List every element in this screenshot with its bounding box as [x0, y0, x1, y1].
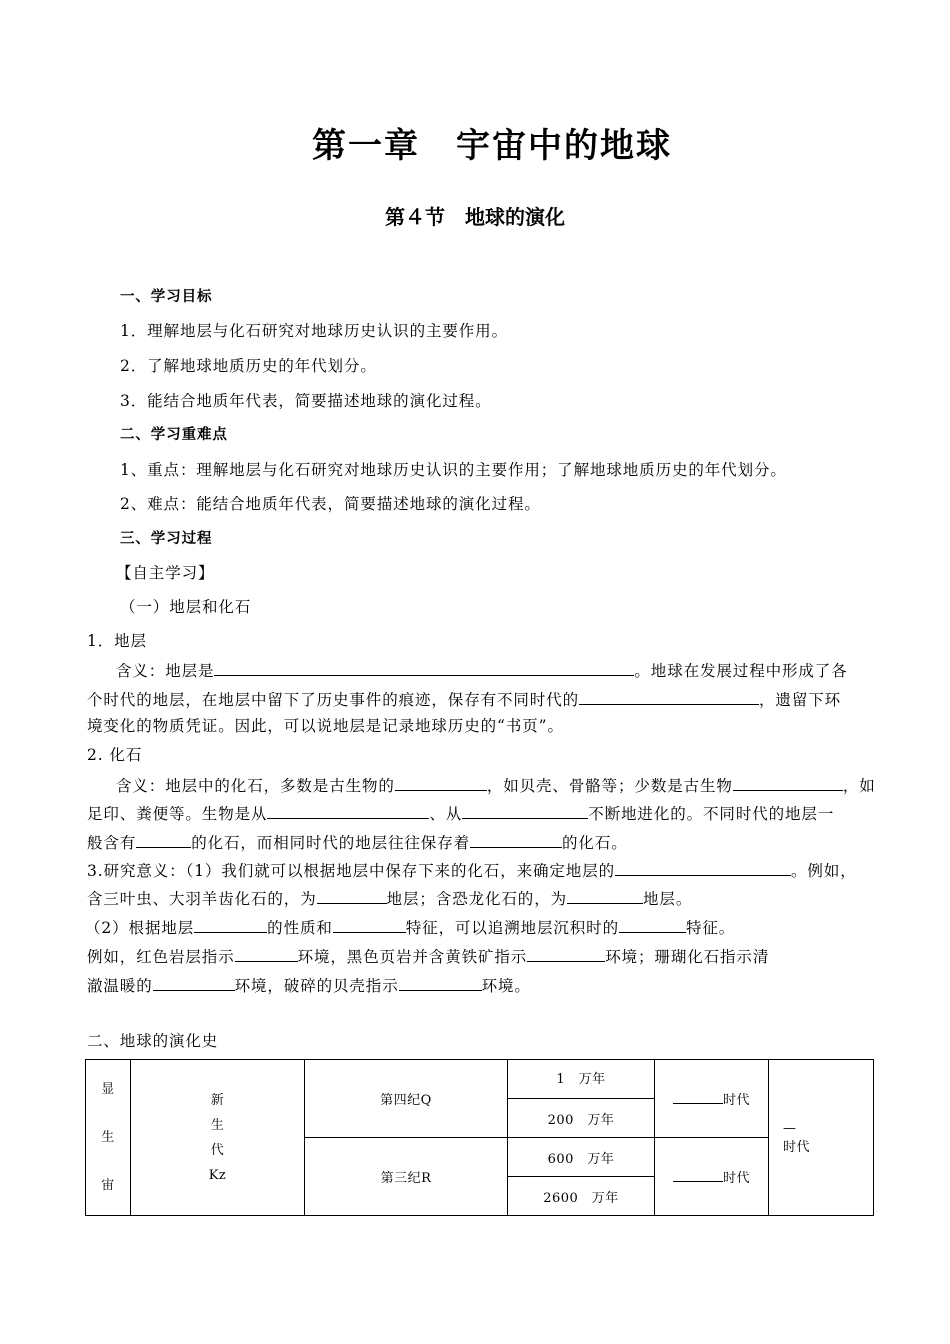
fossil-line [116, 774, 876, 796]
text: 的性质和 [267, 919, 333, 937]
age-cell: 600 万年 [508, 1138, 655, 1177]
blank[interactable] [395, 774, 487, 791]
history-heading: 二、地球的演化史 [87, 1032, 219, 1050]
text: 个时代的地层，在地层中留下了历史事件的痕迹，保存有不同时代的 [87, 691, 580, 709]
text: ，遗留下环 [759, 691, 842, 709]
text: 时代 [722, 1093, 750, 1108]
objective-item: 3．能结合地质年代表，简要描述地球的演化过程。 [120, 392, 492, 410]
blank[interactable] [317, 887, 387, 904]
text: 般含有 [87, 834, 137, 852]
strata-line: 境变化的物质凭证。因此，可以说地层是记录地球历史的“书页”。 [87, 717, 564, 735]
blank[interactable] [527, 945, 605, 962]
epoch-cell [655, 1060, 769, 1138]
text: 含义：地层中的化石，多数是古生物的 [116, 777, 395, 795]
text: 地层；含恐龙化石的，为 [386, 890, 568, 908]
geologic-time-table [85, 1059, 874, 1216]
blank[interactable] [615, 859, 791, 876]
meaning-line [87, 974, 531, 996]
blank[interactable] [194, 916, 267, 933]
meaning-line [87, 859, 857, 881]
text: 地层。 [643, 890, 693, 908]
blank[interactable] [619, 916, 686, 933]
blank[interactable] [153, 974, 235, 991]
strata-line [87, 688, 841, 710]
era-name-cell [769, 1060, 874, 1216]
heading-process: 三、学习过程 [120, 531, 213, 547]
blank[interactable] [399, 974, 482, 991]
text: （2）根据地层 [85, 919, 195, 937]
text: 的化石。 [562, 834, 628, 852]
blank[interactable] [267, 802, 429, 819]
blank[interactable] [673, 1169, 723, 1182]
era-cell [131, 1060, 305, 1216]
keypoint-item: 1、重点：理解地层与化石研究对地球历史认识的主要作用；了解地球地质历史的年代划分。 [120, 461, 787, 479]
blank[interactable] [733, 774, 843, 791]
text: 。地球在发展过程中形成了各 [634, 662, 848, 680]
text: 时代 [783, 1139, 811, 1155]
text: 含三叶虫、大羽羊齿化石的，为 [87, 890, 317, 908]
objective-item: 2．了解地球地质历史的年代划分。 [120, 357, 377, 375]
text: 环境；珊瑚化石指示清 [605, 948, 770, 966]
heading-keypoints: 二、学习重难点 [120, 427, 228, 443]
text: 环境，黑色页岩并含黄铁矿指示 [297, 948, 528, 966]
blank[interactable] [462, 802, 588, 819]
age-cell: 2600 万年 [508, 1177, 655, 1216]
blank[interactable] [235, 945, 298, 962]
text: 特征，可以追溯地层沉积时的 [405, 919, 619, 937]
epoch-cell [655, 1138, 769, 1216]
period-cell: 第三纪R [305, 1138, 508, 1216]
fossil-line [87, 802, 834, 824]
text: 足印、粪便等。生物是从 [87, 805, 268, 823]
text: 3.研究意义：（1）我们就可以根据地层中保存下来的化石，来确定地层的 [87, 862, 616, 880]
blank[interactable] [470, 831, 562, 848]
meaning-line [87, 945, 769, 967]
text: 时代 [722, 1171, 750, 1186]
text: ，如贝壳、骨骼等；少数是古生物 [486, 777, 733, 795]
meaning-line [87, 887, 692, 909]
text: ，如 [842, 777, 876, 795]
text: 。例如， [791, 862, 857, 880]
age-cell: 1 万年 [508, 1060, 655, 1099]
chapter-title: 第一章 宇宙中的地球 [312, 126, 672, 166]
blank[interactable]: — [783, 1120, 797, 1136]
blank[interactable] [673, 1091, 723, 1104]
era-char: 代 [210, 1142, 225, 1158]
strata-heading: 1．地层 [87, 632, 147, 650]
section-title: 第４节 地球的演化 [385, 205, 565, 229]
period-cell: 第四纪Q [305, 1060, 508, 1138]
fossil-heading: 2. 化石 [87, 746, 143, 764]
heading-objectives: 一、学习目标 [120, 289, 213, 305]
text: 含义：地层是 [116, 662, 215, 680]
text: 不断地进化的。不同时代的地层一 [588, 805, 835, 823]
era-char: Kz [208, 1167, 227, 1183]
blank[interactable] [567, 887, 643, 904]
meaning-line [85, 916, 735, 938]
era-char: 生 [210, 1117, 225, 1133]
blank[interactable] [579, 688, 759, 705]
text: 环境，破碎的贝壳指示 [234, 977, 399, 995]
text: 特征。 [685, 919, 736, 937]
era-char: 新 [210, 1092, 225, 1108]
text: 的化石，而相同时代的地层往往保存着 [191, 834, 471, 852]
blank[interactable] [136, 831, 191, 848]
text: 澈温暖的 [87, 977, 153, 995]
blank[interactable] [333, 916, 406, 933]
age-cell: 200 万年 [508, 1099, 655, 1138]
text: 环境。 [481, 977, 531, 995]
objective-item: 1．理解地层与化石研究对地球历史认识的主要作用。 [120, 322, 508, 340]
eon-cell [86, 1060, 131, 1216]
blank[interactable] [214, 659, 634, 676]
eon-label: 显生宙 [101, 1081, 115, 1193]
self-study-label: 【自主学习】 [116, 564, 215, 582]
fossil-line [87, 831, 628, 853]
subheading-strata-fossils: （一）地层和化石 [120, 598, 252, 616]
text: 、从 [429, 805, 463, 823]
strata-line [116, 659, 848, 681]
keypoint-item: 2、难点：能结合地质年代表，简要描述地球的演化过程。 [120, 495, 541, 513]
text: 例如，红色岩层指示 [87, 948, 235, 966]
